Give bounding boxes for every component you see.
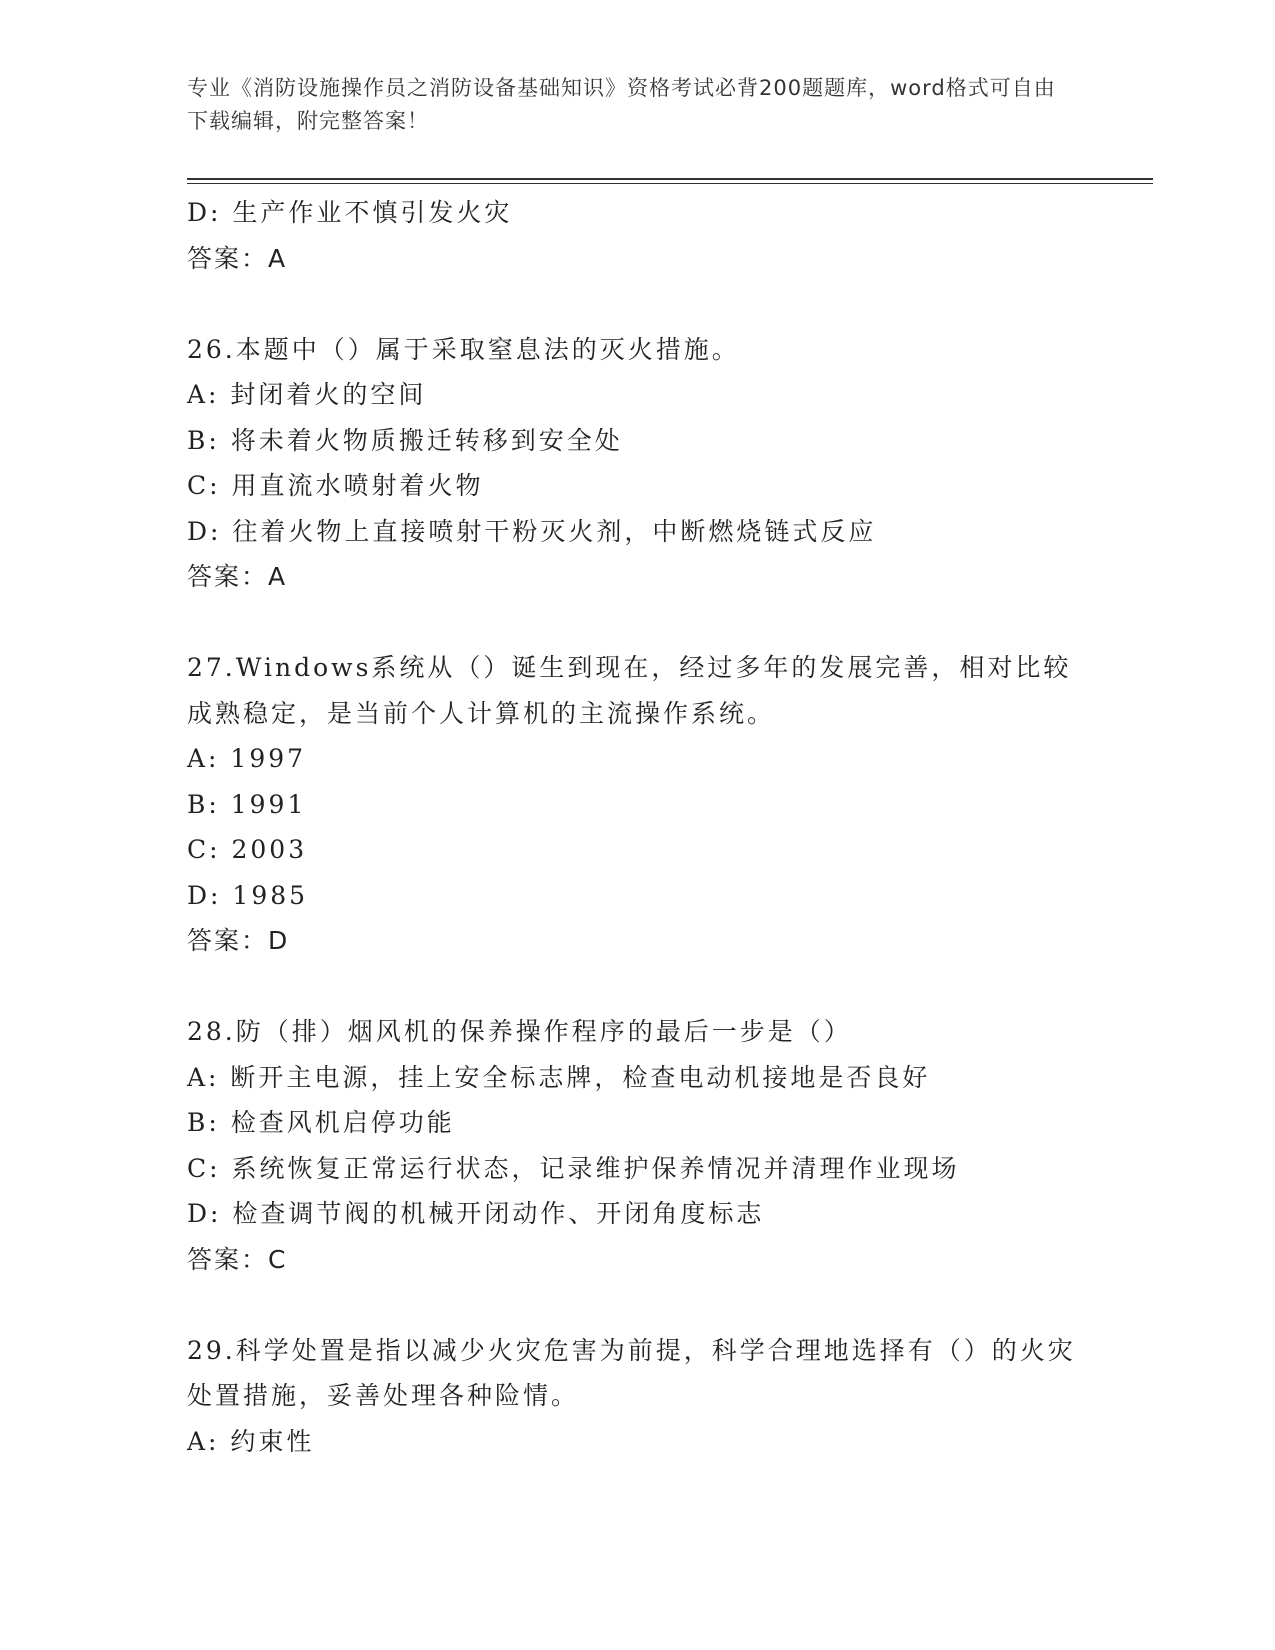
option-a: A: 1997 <box>187 744 307 773</box>
question-26 <box>187 327 1087 600</box>
question-stem: 27.Windows系统从（）诞生到现在，经过多年的发展完善，相对比较成熟稳定，是当前个人计算机的主流操作系统。 <box>187 653 1072 728</box>
question-29 <box>187 1328 1087 1465</box>
option-c: C: 用直流水喷射着火物 <box>187 471 484 500</box>
question-list <box>187 190 1087 1464</box>
answer-carryover: 答案：A <box>187 243 288 273</box>
question-stem: 26.本题中（）属于采取窒息法的灭火措施。 <box>187 334 740 364</box>
option-a: A: 约束性 <box>187 1426 315 1456</box>
question-27 <box>187 645 1087 964</box>
option-d-carryover: D: 生产作业不慎引发火灾 <box>187 198 513 227</box>
option-b: B: 将未着火物质搬迁转移到安全处 <box>187 425 623 455</box>
header-rule-thick <box>187 178 1153 180</box>
option-a: A: 断开主电源，挂上安全标志牌，检查电动机接地是否良好 <box>187 1062 931 1092</box>
option-b: B: 1991 <box>187 789 307 819</box>
page-header: 专业《消防设施操作员之消防设备基础知识》资格考试必背200题题库，word格式可自由下载编辑，附完整答案！ <box>187 76 1056 133</box>
option-d: D: 检查调节阀的机械开闭动作、开闭角度标志 <box>187 1199 765 1228</box>
question-28 <box>187 1009 1087 1282</box>
option-a: A: 封闭着火的空间 <box>187 380 427 409</box>
option-c: C: 系统恢复正常运行状态，记录维护保养情况并清理作业现场 <box>187 1153 960 1183</box>
header-rule-thin <box>187 183 1153 184</box>
answer: 答案：A <box>187 562 288 591</box>
question-stem: 29.科学处置是指以减少火灾危害为前提，科学合理地选择有（）的火灾处置措施，妥善处理各种险情。 <box>187 1335 1076 1410</box>
option-d: D: 1985 <box>187 880 309 910</box>
option-b: B: 检查风机启停功能 <box>187 1108 455 1137</box>
option-d: D: 往着火物上直接喷射干粉灭火剂，中断燃烧链式反应 <box>187 516 877 546</box>
option-c: C: 2003 <box>187 835 308 864</box>
answer: 答案：D <box>187 926 290 955</box>
question-stem: 28.防（排）烟风机的保养操作程序的最后一步是（） <box>187 1017 852 1046</box>
answer: 答案：C <box>187 1244 288 1274</box>
